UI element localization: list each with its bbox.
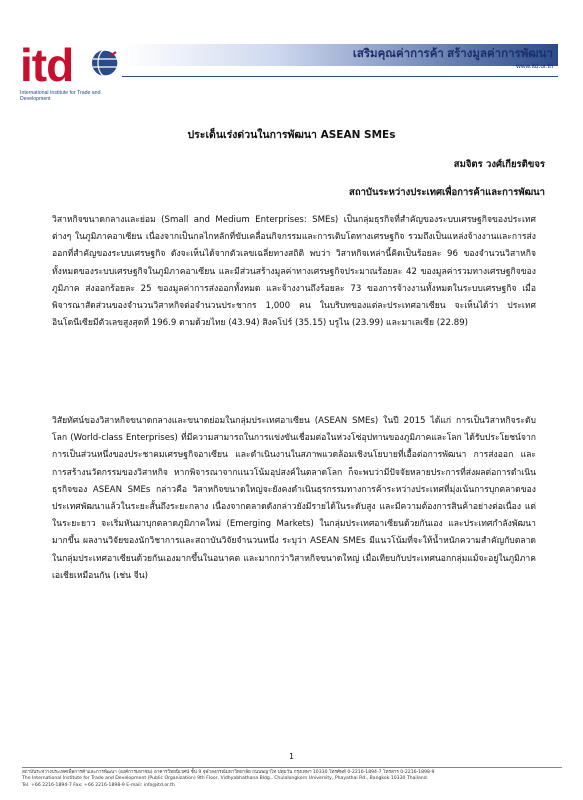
document-title: ประเด็นเร่งด่วนในการพัฒนา ASEAN SMEs bbox=[187, 129, 396, 141]
paragraph-2: วิสัยทัศน์ของวิสาหกิจขนาดกลางและขนาดย่อมในกลุ่มประเทศอาเซียน (ASEAN SMEs) ในปี 2015 ได้แก่ การเป็นวิสาหกิจระดับโลก (World-class Enterprises) ที่มีความสามารถในการแข่งขันเชื่อมต่อในห่วงโซ่อุปทานของภูมิภาคและโลก ได้รับประโยชน์จากการเป็นส่วนหนึ่งของประชาคมเศรษฐกิจอาเซียน และดำเนินงานในสภาพแวดล้อมเชิงนโยบายที่เอื้อต่อการพัฒนา การส่งออก และการสร้างนวัตกรรมของวิสาหกิจ หากพิจารณาจากแนวโน้มอุปสงค์ในตลาดโลก ก็จะพบว่ามีปัจจัยหลายประการที่ส่งผลต่อการดำเนินธุรกิจของ ASEAN SMEs กล่าวคือ วิสาหกิจขนาดใหญ่จะยังคงดำเนินธุรกรรมทางการค้าระหว่างประเทศที่มุ่งเน้นการบุกตลาดของประเทศพัฒนาแล้วในระยะสั้นถึงระยะกลาง เนื่องจากตลาดดังกล่าวยังมีรายได้ในระดับสูง และมีความต้องการสินค้าอย่างต่อเนื่อง แต่ในระยะยาว จะเริ่มหันมาบุกตลาดภูมิภาคใหม่ (Emerging Markets) ในกลุ่มประเทศอาเซียนด้วยกันเอง และประเทศกำลังพัฒนามากขึ้น ผลงานวิจัยของนักวิชาการและสถาบันวิจัยจำนวนหนึ่ง ระบุว่า ASEAN SMEs มีแนวโน้มที่จะให้น้ำหนักความสำคัญกับตลาดในกลุ่มประเทศอาเซียนด้วยกันเองมากขึ้นในอนาคต และมากกว่าวิสาหกิจขนาดใหญ่ เมื่อเทียบกับประเทศนอกกลุ่มแม้จะอยู่ในภูมิภาคเอเชียเหมือนกัน (เช่น จีน) bbox=[52, 416, 536, 581]
author-name: สมจิตร วงศ์เกียรติขจร bbox=[453, 159, 545, 170]
itd-logo bbox=[20, 39, 110, 104]
slogan: เสริมคุณค่าการค้า สร้างมูลค่าการพัฒนา bbox=[352, 48, 553, 60]
footer-line-3: Tel. +66 2216-1894-7 Fax: +66 2216-1898-9 E-mail: info@itd.or.th bbox=[22, 782, 175, 788]
author-institute: สถาบันระหว่างประเทศเพื่อการค้าและการพัฒนา bbox=[349, 187, 545, 198]
globe-icon bbox=[90, 48, 120, 78]
header-divider bbox=[122, 76, 558, 77]
footer-line-1: สถาบันระหว่างประเทศเพื่อการค้าและการพัฒนา (องค์การมหาชน) อาคารวิทยนิเวศน์ ชั้น 9 จุฬาลงกรณ์มหาวิทยาลัย ถนนพญาไท ปทุมวัน กรุงเทพฯ 10330 โทรศัพท์ 0-2216-1894-7 โทรสาร 0-2216-1898-9 bbox=[22, 770, 435, 775]
footer-divider bbox=[22, 767, 562, 768]
footer-line-2: The International Institute for Trade and Development (Public Organization) 9th Floor, Vidhyabhathana Bldg., Chulalongkorn University, Phayathai Rd., Bangkok 10330 Thailand. bbox=[22, 776, 429, 782]
paragraph-1: วิสาหกิจขนาดกลางและย่อม (Small and Medium Enterprises: SMEs) เป็นกลุ่มธุรกิจที่สำคัญของระบบเศรษฐกิจของประเทศต่างๆ ในภูมิภาคอาเซียน เนื่องจากเป็นกลไกหลักที่ขับเคลื่อนกิจกรรมและการเติบโตทางเศรษฐกิจ รวมถึงเป็นแหล่งจ้างงานและการส่งออกที่สำคัญของระบบเศรษฐกิจ ดังจะเห็นได้จากตัวเลขเฉลี่ยทางสถิติ พบว่า วิสาหกิจเหล่านี้คิดเป็นร้อยละ 96 ของจำนวนวิสาหกิจทั้งหมดของระบบเศรษฐกิจในภูมิภาคอาเซียน และมีส่วนสร้างมูลค่าทางเศรษฐกิจประมาณร้อยละ 42 ของมูลค่ารวมทางเศรษฐกิจของภูมิภาค ส่งออกร้อยละ 25 ของมูลค่าการส่งออกทั้งหมด และจ้างงานถึงร้อยละ 73 ของการจ้างงานทั้งหมดในระบบเศรษฐกิจ เมื่อพิจารณาสัดส่วนของจำนวนวิสาหกิจต่อจำนวนประชากร 1,000 คน ในบริบทของแต่ละประเทศอาเซียน จะเห็นได้ว่า ประเทศอินโดนีเซียมีตัวเลขสูงสุดที่ 196.9 ตามด้วยไทย (43.94) สิงคโปร์ (35.15) บรูไน (23.99) และมาเลเซีย (22.89) bbox=[52, 215, 536, 329]
page-number: 1 bbox=[288, 752, 295, 761]
logo-letters: itd bbox=[20, 39, 74, 91]
logo-subtitle: International Institute for Trade and Development bbox=[20, 90, 101, 102]
footer bbox=[22, 770, 562, 789]
website-link[interactable]: www.itd.or.th bbox=[516, 63, 553, 70]
